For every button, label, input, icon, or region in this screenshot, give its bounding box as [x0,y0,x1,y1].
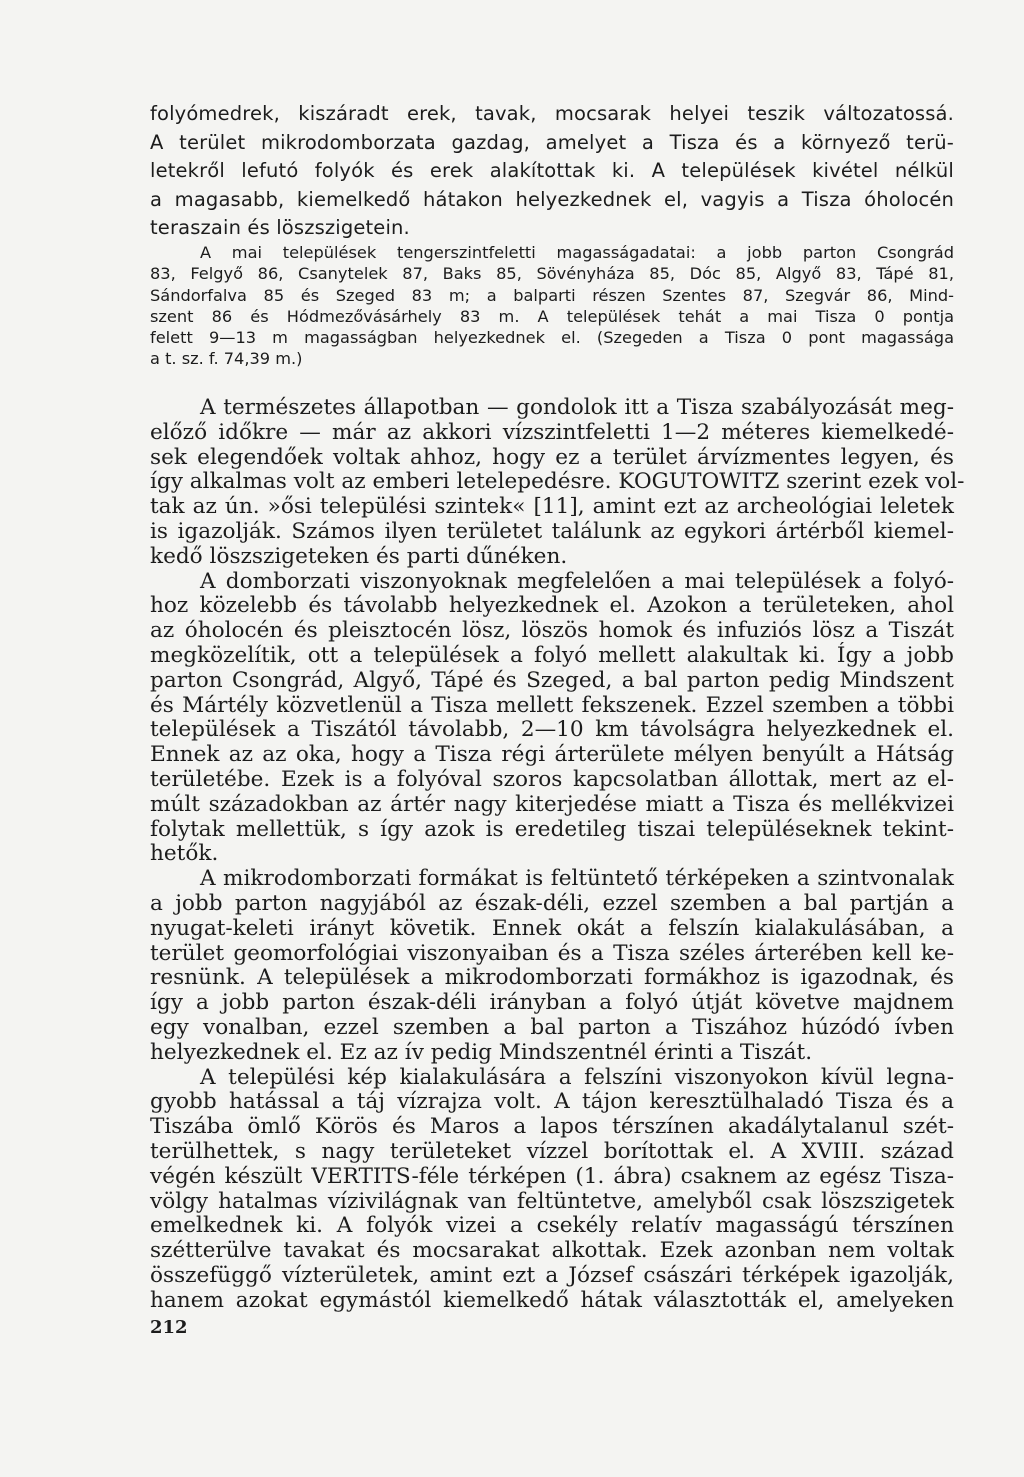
text-line: A települési kép kialakulására a felszíni viszonyokon kívül legna- [200,1064,954,1090]
text-line: és Mártély közvetlenül a Tisza mellett fekszenek. Ezzel szemben a többi [150,692,954,718]
text-line: a magasabb, kiemelkedő hátakon helyezkednek el, vagyis a Tisza óholocén [150,187,954,211]
text-line: hanem azokat egymástól kiemelkedő hátak választották el, amelyeken [150,1287,954,1313]
text-line: A mai települések tengerszintfeletti magasságadatai: a jobb parton Csongrád [200,243,954,262]
text-line: terület geomorfológiai viszonyaiban és a Tisza széles árterében kell ke- [150,940,954,966]
text-line: 83, Felgyő 86, Csanytelek 87, Baks 85, Sövényháza 85, Dóc 85, Algyő 83, Tápé 81, [150,264,954,284]
text-line: emelkednek ki. A folyók vizei a csekély relatív magasságú térszínen [150,1213,954,1239]
text-line: települések a Tiszától távolabb, 2—10 km távolságra helyezkednek el. [150,717,954,743]
text-line: gyobb hatással a táj vízrajza volt. A tájon keresztülhaladó Tisza és a [150,1089,954,1115]
text-line: a jobb parton nagyjából az észak-déli, ezzel szemben a bal partján a [150,890,954,916]
text-line: így a jobb parton észak-déli irányban a folyó útját követve majdnem [150,990,954,1016]
text-line: összefüggő vízterületek, amint ezt a József császári térképek igazolják, [150,1262,954,1288]
text-line: hoz közelebb és távolabb helyezkednek el. Azokon a területeken, ahol [150,593,954,619]
text-line: Sándorfalva 85 és Szeged 83 m; a balparti részen Szentes 87, Szegvár 86, Mind- [150,285,954,305]
text-line: teraszain és löszszigetein. [150,216,410,239]
text-line: A természetes állapotban — gondolok itt a Tisza szabályozását meg- [200,395,954,420]
text-line: végén készült VERTITS-féle térképen (1. ábra) csaknem az egész Tisza- [150,1163,954,1189]
text-line: tak az ún. »ősi települési szintek« [11], amint ezt az archeológiai leletek [150,494,954,520]
text-line: parton Csongrád, Algyő, Tápé és Szeged, a bal parton pedig Mindszent [150,667,954,693]
text-line: letekről lefutó folyók és erek alakítottak ki. A települések kivétel nélkül [150,159,954,182]
text-line: A domborzati viszonyoknak megfelelően a mai települések a folyó- [200,568,954,594]
text-line: helyezkednek el. Ez az ív pedig Mindszentnél érinti a Tiszát. [150,1039,813,1065]
text-line: előző időkre — már az akkori vízszintfeletti 1—2 méteres kiemelkedé- [150,419,954,445]
text-line: szétterülve tavakat és mocsarakat alkottak. Ezek azonban nem voltak [150,1238,954,1264]
page-number: 212 [150,1317,188,1338]
text-line: resnünk. A települések a mikrodomborzati formákhoz is igazodnak, és [150,965,954,991]
text-line: A terület mikrodomborzata gazdag, amelyet a Tisza és a környező terü- [150,130,954,154]
text-line: A mikrodomborzati formákat is feltüntető térképeken a szintvonalak [200,866,954,892]
text-line: megközelítik, ott a települések a folyó mellett alakultak ki. Így a jobb [150,642,954,668]
text-line: Tiszába ömlő Körös és Maros a lapos térszínen akadálytalanul szét- [150,1114,954,1140]
text-line: nyugat-keleti irányt követik. Ennek okát a felszín kialakulásában, a [150,915,954,941]
text-line: Ennek az az oka, hogy a Tisza régi árterülete mélyen benyúlt a Hátság [150,742,954,768]
text-line: a t. sz. f. 74,39 m.) [150,349,303,369]
text-line: területébe. Ezek is a folyóval szoros kapcsolatban állottak, mert az el- [150,766,954,792]
text-line: hetők. [150,841,219,867]
text-line: szent 86 és Hódmezővásárhely 83 m. A települések tehát a mai Tisza 0 pontja [150,306,954,326]
text-line: sek elegendőek voltak ahhoz, hogy ez a terület árvízmentes legyen, és [150,444,954,470]
elevation-data-paragraph [150,242,954,370]
text-line: egy vonalban, ezzel szemben a bal parton a Tiszához húzódó ívben [150,1014,954,1040]
text-line: kedő löszszigeteken és parti dűnéken. [150,543,568,569]
main-text [150,395,965,1313]
text-line: folyómedrek, kiszáradt erek, tavak, mocsarak helyei teszik változatossá. [150,102,954,125]
text-line: múlt századokban az ártér nagy kiterjedése miatt a Tisza és mellékvizei [150,791,954,817]
intro-paragraph [150,100,954,243]
text-line: felett 9—13 m magasságban helyezkednek el. (Szegeden a Tisza 0 pont magassága [150,328,954,348]
text-line: az óholocén és pleisztocén lösz, löszös homok és infuziós lösz a Tiszát [150,618,954,644]
text-line: terülhettek, s nagy területeket vízzel borítottak el. A XVIII. század [150,1138,954,1164]
text-line: is igazolják. Számos ilyen területet találunk az egykori ártérből kiemel- [150,518,954,544]
text-line: völgy hatalmas vízivilágnak van feltüntetve, amelyből csak löszszigetek [150,1188,954,1214]
text-line: így alkalmas volt az emberi letelepedésre. KOGUTOWITZ szerint ezek vol- [150,469,965,495]
text-line: folytak mellettük, s így azok is eredetileg tiszai településeknek tekint- [150,816,954,842]
